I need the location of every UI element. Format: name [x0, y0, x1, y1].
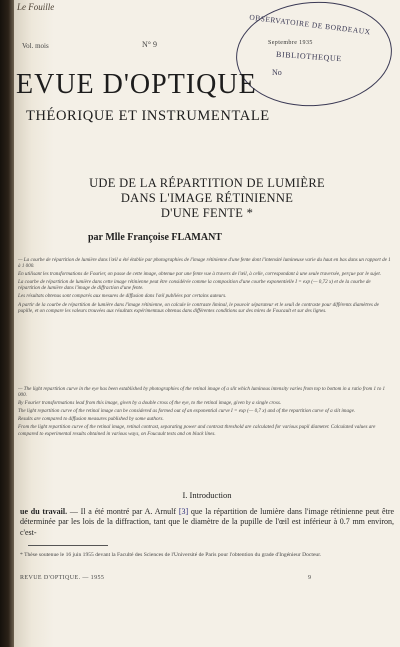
body-text-2: que la répartition de lumière dans l'image rétinienne peut être déterminée par les lois de la diffraction, tant que le diamètre de la pupille de l'œil est inférieur à 0.7 mm environ, c'est- — [20, 507, 395, 537]
author-name: Mlle Françoise FLAMANT — [105, 232, 222, 243]
citation-link[interactable]: [3] — [178, 507, 189, 516]
issue-number: N° 9 — [142, 40, 157, 49]
summary-paragraph: From the light repartition curve of the retinal image, retinal contrast, separating power and contrast threshold are calculated for various pupil diameter. Calculated values are compared to experimental results obtained in various ways, on Foucault tests and on black lines. — [18, 424, 376, 437]
journal-title: EVUE D'OPTIQUE — [16, 69, 257, 100]
footer-journal: REVUE D'OPTIQUE. — 1955 — [20, 575, 105, 581]
summary-paragraph: Results are compared to diffusion measures published by some authors. — [18, 416, 164, 423]
abstract-paragraph: En utilisant les transformations de Fourier, on passe de cette image, obtenue par une fente vue à travers de l'œil, à celle, correspondant à une seule traversée, perçue par le sujet. — [18, 271, 382, 278]
book-binding — [0, 0, 14, 647]
issue-date: Septembre 1935 — [268, 40, 313, 46]
page-number: 9 — [308, 575, 311, 581]
abstract-paragraph: — La courbe de répartition de lumière dans l'œil a été établie par photographies de l'image rétinienne d'une fente dont l'intensité lumineuse varie du haut en bas dans un rapport de 1 à 1 000. — [18, 257, 391, 270]
stamp-observatory: OBSERVATOIRE DE BORDEAUX — [248, 12, 372, 37]
abstract-paragraph: La courbe de répartition de lumière dans cette image rétinienne peut être considérée comme la composition d'une courbe exponentielle I = exp (— 0,72 x) et de la courbe de répartition de lumière dans l'image de diffraction d'une fente. — [18, 279, 371, 292]
body-lead: ue du travail. — [20, 507, 68, 516]
footnote: * Thèse soutenue le 16 juin 1955 devant la Faculté des Sciences de l'Université de Paris pour l'obtention du grade d'Ingénieur Docteur. — [20, 552, 322, 558]
article-title-line-3: D'UNE FENTE * — [160, 206, 254, 220]
summary-paragraph: The light repartition curve of the retinal image can be considered as formed out of an exponential curve I = exp (— 0,7 x) and of the repartition curve of a slit image. — [18, 408, 356, 415]
author-line — [88, 232, 222, 243]
footnote-divider — [28, 545, 108, 546]
article-title-line-2: DANS L'IMAGE RÉTINIENNE — [120, 191, 294, 205]
abstract-english — [18, 386, 394, 439]
stamp-library: BIBLIOTHEQUE — [275, 49, 343, 64]
abstract-paragraph: Les résultats obtenus sont comparés aux mesures de diffusion dans l'œil publiées par certains auteurs. — [18, 293, 227, 300]
article-title-line-1: UDE DE LA RÉPARTITION DE LUMIÈRE — [89, 176, 325, 190]
author-prefix: par — [88, 232, 103, 243]
stamp-number: No — [272, 68, 282, 77]
summary-paragraph: By Fourier transformations lead from this image, given by a double cross of the eye, to the retinal image, given by a single cross. — [18, 400, 282, 407]
summary-paragraph: — The light repartition curve in the eye has been established by photographies of the retinal image of a slit which luminous intensity varies from top to bottom in a ratio from 1 to 1 000. — [18, 386, 386, 399]
journal-subtitle: THÉORIQUE ET INSTRUMENTALE — [26, 108, 270, 124]
document-page — [14, 0, 400, 647]
issue-word: Vol. mois — [22, 42, 49, 50]
body-paragraph — [20, 507, 394, 538]
abstract-paragraph: A partir de la courbe de répartition de lumière dans l'image rétinienne, on calcule le contraste liminal, le pouvoir séparateur et le seuil de contraste pour différents diamètres de pupille, et on compare les valeurs trouvées aux résultats expérimentaux obtenus dans différentes conditions sur des mires de Foucault et sur des lignes. — [18, 301, 379, 314]
body-text-1: — Il a été montré par A. Arnulf — [69, 507, 177, 516]
abstract-french — [18, 257, 394, 316]
corner-label: Le Fouille — [17, 2, 55, 12]
section-heading: I. Introduction — [182, 490, 232, 500]
